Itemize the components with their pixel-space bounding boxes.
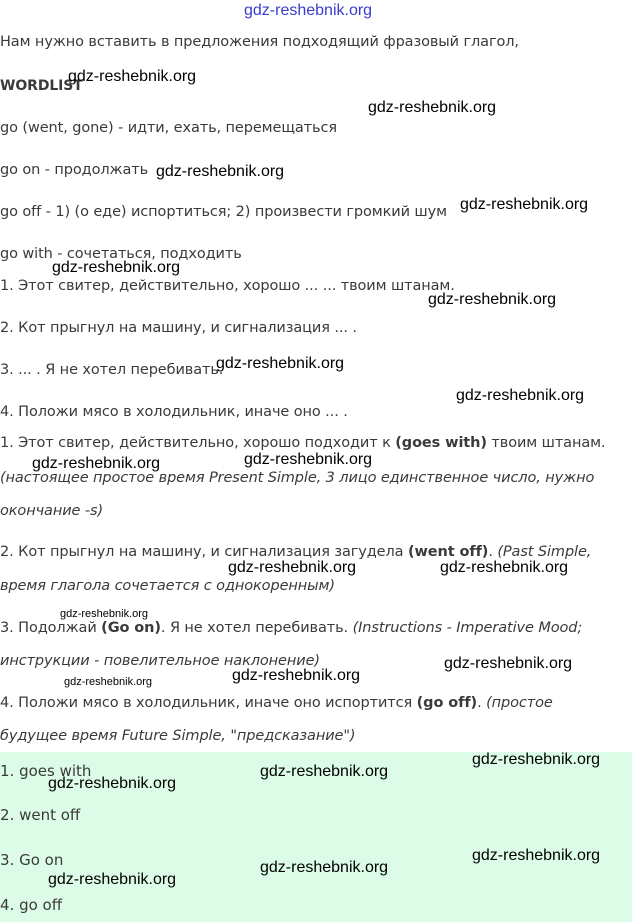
solution-1 [0,435,605,451]
solution-text: . [488,544,498,560]
solution-text: . [477,695,487,711]
watermark: gdz-reshebnik.org [440,559,569,576]
watermark: gdz-reshebnik.org [456,387,585,404]
solution-answer: (go off) [416,695,478,711]
solution-note: (настоящее простое время Present Simple, 3 лицо единственное число, нужно [0,470,595,486]
solution-note: (Past Simple, [497,544,592,560]
watermark: gdz-reshebnik.org [232,667,361,684]
header-watermark: gdz-reshebnik.org [244,2,373,19]
solution-answer: (went off) [407,544,489,560]
solution-3 [0,620,582,636]
answer-item: 2. went off [0,806,81,824]
wordlist-item: go on - продолжать [0,162,149,178]
task-item: 1. Этот свитер, действительно, хорошо ... ... твоим штанам. [0,278,455,294]
watermark: gdz-reshebnik.org [48,775,177,792]
solution-text: 1. Этот свитер, действительно, хорошо подходит к [0,435,396,451]
answer-item: 3. Go on [0,851,64,869]
watermark: gdz-reshebnik.org [444,655,573,672]
answer-item: 1. goes with [0,762,92,780]
watermark: gdz-reshebnik.org [368,99,497,116]
wordlist-item: go with - сочетаться, подходить [0,246,242,262]
task-item: 3. ... . Я не хотел перебивать. [0,362,224,378]
solution-4 [0,695,553,711]
solution-2 [0,544,591,560]
watermark: gdz-reshebnik.org [428,291,557,308]
solution-text: 3. Подолжай [0,620,102,636]
watermark: gdz-reshebnik.org [472,847,601,864]
solution-text: 4. Положи мясо в холодильник, иначе оно испортится [0,695,417,711]
solution-answer: (goes with) [395,435,487,451]
watermark: gdz-reshebnik.org [472,751,601,768]
watermark: gdz-reshebnik.org [156,163,285,180]
watermark: gdz-reshebnik.org [460,196,589,213]
task-item: 2. Кот прыгнул на машину, и сигнализация ... . [0,320,357,336]
wordlist-item: go (went, gone) - идти, ехать, перемещаться [0,120,337,136]
watermark: gdz-reshebnik.org [228,559,357,576]
intro-text: Нам нужно вставить в предложения подходящий фразовый глагол, [0,34,519,50]
watermark: gdz-reshebnik.org [48,871,177,888]
watermark: gdz-reshebnik.org [32,455,161,472]
solution-text: твоим штанам. [486,435,606,451]
solution-text: . Я не хотел перебивать. [160,620,353,636]
watermark: gdz-reshebnik.org [260,859,389,876]
watermark: gdz-reshebnik.org [60,608,149,620]
solution-note: время глагола сочетается с однокоренным) [0,578,335,594]
watermark: gdz-reshebnik.org [64,676,153,688]
wordlist-item: go off - 1) (о еде) испортиться; 2) произвести громкий шум [0,204,447,220]
answer-item: 4. go off [0,896,63,914]
solution-note: (простое [486,695,553,711]
solution-text: 2. Кот прыгнул на машину, и сигнализация загудела [0,544,408,560]
solution-note: инструкции - повелительное наклонение) [0,653,320,669]
solution-note: (Instructions - Imperative Mood; [352,620,583,636]
watermark: gdz-reshebnik.org [244,451,373,468]
solution-note: окончание -s) [0,503,104,519]
watermark: gdz-reshebnik.org [68,68,197,85]
watermark: gdz-reshebnik.org [216,355,345,372]
task-item: 4. Положи мясо в холодильник, иначе оно ... . [0,404,348,420]
solution-answer: (Go on) [101,620,161,636]
wordlist-title: WORDLIST [0,78,83,94]
watermark: gdz-reshebnik.org [52,259,181,276]
solution-note: будущее время Future Simple, "предсказание") [0,728,356,744]
watermark: gdz-reshebnik.org [260,763,389,780]
